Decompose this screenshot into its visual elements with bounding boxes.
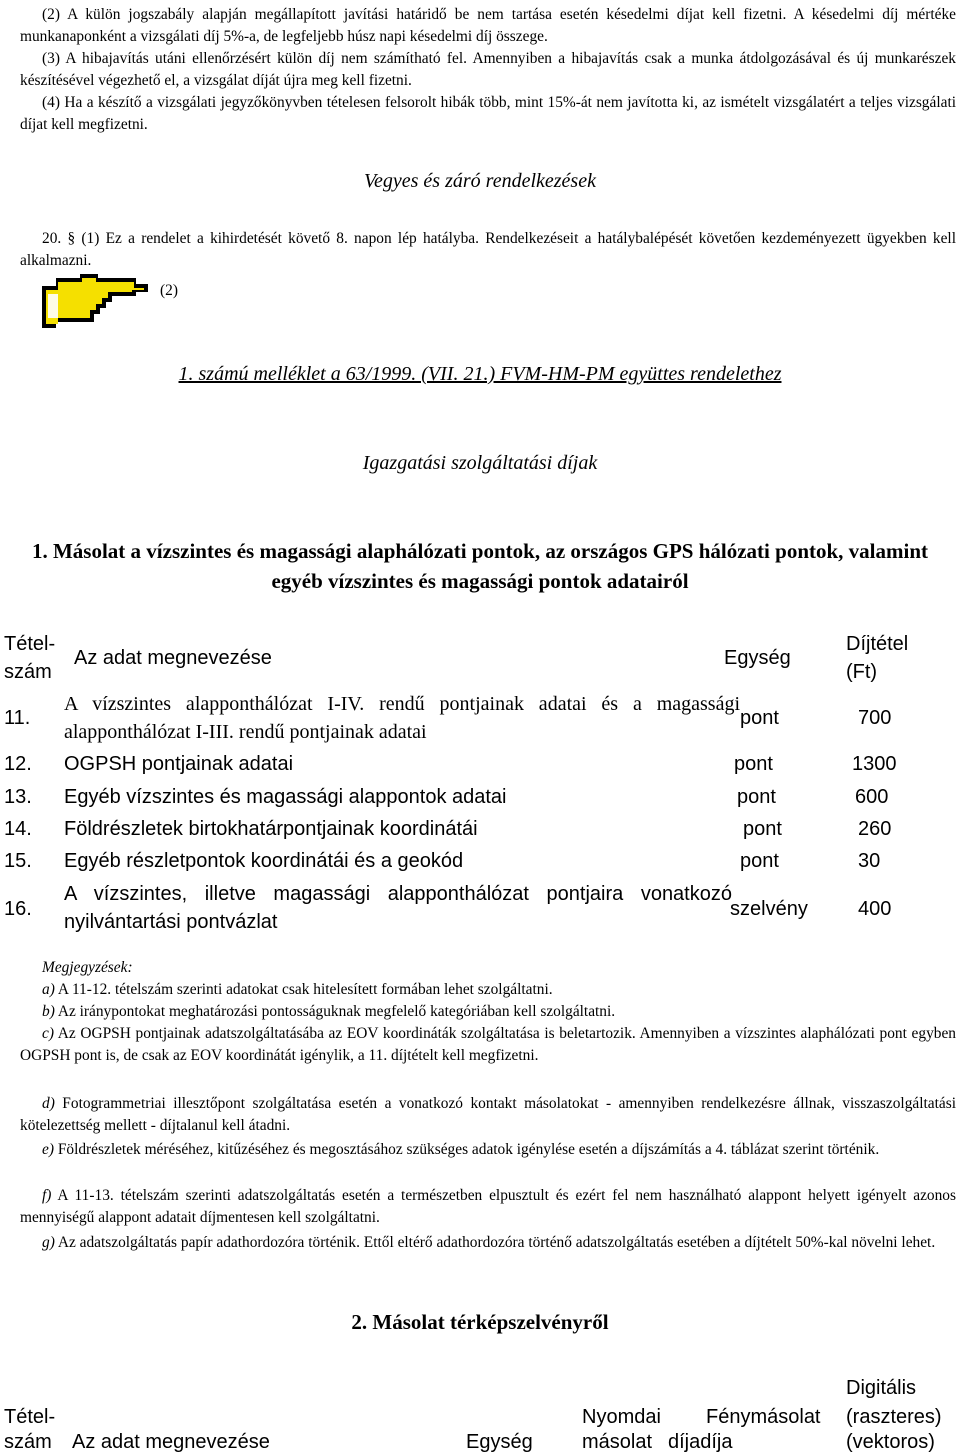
note-g-label: g) <box>42 1234 55 1251</box>
note-c <box>20 1023 956 1067</box>
note-b <box>20 1001 956 1023</box>
table1-row-16-unit: szelvény <box>730 898 808 920</box>
note-d-text: Fotogrammetriai illesztőpont szolgáltatása esetén a vonatkozó kontakt másolatokat - amennyiben rendelkezésre állnak, visszaszolgáltatási kötelezettség mellett - díjtalanul kell átadni. <box>20 1095 956 1134</box>
pointing-hand-icon <box>40 272 150 330</box>
note-e <box>20 1139 956 1161</box>
note-d <box>20 1093 956 1137</box>
section-1-title: 1. Másolat a vízszintes és magassági alaphálózati pontok, az országos GPS hálózati pontok, valamint egyéb vízszintes és magassági pontok adatairól <box>31 539 929 593</box>
table1-row-12-name: OGPSH pontjainak adatai <box>64 753 294 775</box>
paragraph-20-2: (2) <box>160 282 178 299</box>
table1-header-fee-1: Díjtétel <box>846 633 909 655</box>
note-b-text: Az iránypontokat meghatározási pontosságuknak megfelelő kategóriában kell szolgáltatni. <box>54 1003 616 1020</box>
paragraph-2: (2) A külön jogszabály alapján megállapított javítási határidő be nem tartása esetén késedelmi díjat kell fizetni. A késedelmi díj mértéke munkanaponként a vizsgálati díj 5%-a, de legfeljebb húsz napi késedelmi díj összege. <box>20 6 956 45</box>
table1-row-13-num: 13. <box>4 786 32 808</box>
table1-row-15-fee: 30 <box>858 850 881 872</box>
table1-header-unit: Egység <box>724 647 791 669</box>
note-b-label: b) <box>42 1003 55 1020</box>
note-a <box>20 979 956 1001</box>
table1-row-16-num: 16. <box>4 898 32 920</box>
table1-row-13-name: Egyéb vízszintes és magassági alappontok adatai <box>64 786 507 808</box>
table1-row-11-unit: pont <box>740 707 779 729</box>
table1-row-16-fee: 400 <box>858 898 892 920</box>
table2-header-print-1: Nyomdai <box>582 1406 661 1428</box>
table2-header-num-2: szám <box>4 1431 52 1453</box>
table1-row-14-name: Földrészletek birtokhatárpontjainak koordinátái <box>64 818 478 840</box>
table1-row-12-num: 12. <box>4 753 32 775</box>
table2-header-digital-3: (vektoros) <box>846 1431 935 1453</box>
table2-header-photo-1: Fénymásolat <box>706 1406 821 1428</box>
table2-header-photo-2: díjadíja <box>668 1431 733 1453</box>
note-e-text: Földrészletek méréséhez, kitűzéséhez és megosztásához szükséges adatok igénylése esetén a díjszámítás a 4. táblázat szerint történik. <box>53 1141 880 1158</box>
annex-title <box>0 363 960 386</box>
table1-header-num-1: Tétel- <box>4 633 56 655</box>
table2-header-digital-1: Digitális <box>846 1377 917 1399</box>
table1-row-12-fee: 1300 <box>852 753 897 775</box>
table1-row-12-unit: pont <box>734 753 773 775</box>
section-2-title: 2. Másolat térképszelvényről <box>351 1310 609 1334</box>
table1-row-15-unit: pont <box>740 850 779 872</box>
note-a-text: A 11-12. tételszám szerinti adatokat csak hitelesített formában lehet szolgáltatni. <box>54 981 553 998</box>
table2-header-print-2: másolat <box>582 1431 653 1453</box>
table2-header-digital-2: (raszteres) <box>846 1406 942 1428</box>
table2-header-name: Az adat megnevezése <box>72 1431 270 1453</box>
paragraph-4: (4) Ha a készítő a vizsgálati jegyzőkönyvben tételesen felsorolt hibák több, mint 15%-át nem javította ki, az ismételt vizsgálatért a teljes vizsgálati díjat kell megfizetni. <box>20 94 956 133</box>
annex-title-text: 1. számú melléklet a 63/1999. (VII. 21.) FVM-HM-PM együttes rendelethez <box>178 363 782 385</box>
table1-row-16-name: A vízszintes, illetve magassági alapponthálózat pontjaira vonatkozó nyilvántartási pontvázlat <box>64 883 732 933</box>
note-c-text: Az OGPSH pontjainak adatszolgáltatásába az EOV koordináták szolgáltatása is beletartozik. Amennyiben a vízszintes alaphálózati pont egyben OGPSH pont is, de csak az EOV koordinátát igénylik, a 11. díjtételt kell megfizetni. <box>20 1025 956 1064</box>
table1-row-13-fee: 600 <box>855 786 889 808</box>
table2-header-unit: Egység <box>466 1431 533 1453</box>
table1-row-13-unit: pont <box>737 786 776 808</box>
notes-title: Megjegyzések: <box>42 959 133 976</box>
table1-header-num-2: szám <box>4 661 52 683</box>
note-f-text: A 11-13. tételszám szerinti adatszolgáltatás esetén a természetben elpusztult és ezért fel nem használható alappont helyett igényelt azonos mennyiségű alappont adatait díjmentesen kell szolgáltatni. <box>20 1187 956 1226</box>
table1-header-name: Az adat megnevezése <box>74 647 272 669</box>
table1-row-11-name: A vízszintes alapponthálózat I-IV. rendű pontjainak adatai és a magassági alapponthálózat I-III. rendű pontjainak adatai <box>64 693 740 743</box>
paragraph-20: 20. § (1) Ez a rendelet a kihirdetését követő 8. napon lép hatályba. Rendelkezéseit a hatálybalépését követően kezdeményezett ügyekben kell alkalmazni. <box>20 230 956 269</box>
note-c-label: c) <box>42 1025 54 1042</box>
table1-row-15-num: 15. <box>4 850 32 872</box>
note-f-label: f) <box>42 1187 52 1204</box>
table1-row-14-num: 14. <box>4 818 32 840</box>
paragraph-3: (3) A hibajavítás utáni ellenőrzésért külön díj nem számítható fel. Amennyiben a hibajavítás csak a munka átdolgozásával és új munkarészek készítésével végezhető el, a vizsgálat díját újra meg kell fizetni. <box>20 50 956 89</box>
note-d-label: d) <box>42 1095 55 1112</box>
table1-row-11-fee: 700 <box>858 707 892 729</box>
table2-header-num-1: Tétel- <box>4 1406 56 1428</box>
table1-row-14-fee: 260 <box>858 818 892 840</box>
table1-row-14-unit: pont <box>743 818 782 840</box>
note-g <box>20 1232 956 1254</box>
note-a-label: a) <box>42 981 55 998</box>
table1-row-11-num: 11. <box>4 707 31 729</box>
section-heading: Vegyes és záró rendelkezések <box>364 170 596 192</box>
note-f <box>20 1185 956 1229</box>
note-g-text: Az adatszolgáltatás papír adathordozóra történik. Ettől eltérő adathordozóra történő adatszolgáltatás esetében a díjtételt 50%-kal növelni lehet. <box>54 1234 936 1251</box>
fees-title: Igazgatási szolgáltatási díjak <box>362 452 598 474</box>
table1-header-fee-2: (Ft) <box>846 661 878 683</box>
table1-row-15-name: Egyéb részletpontok koordinátái és a geokód <box>64 850 464 872</box>
note-e-label: e) <box>42 1141 54 1158</box>
